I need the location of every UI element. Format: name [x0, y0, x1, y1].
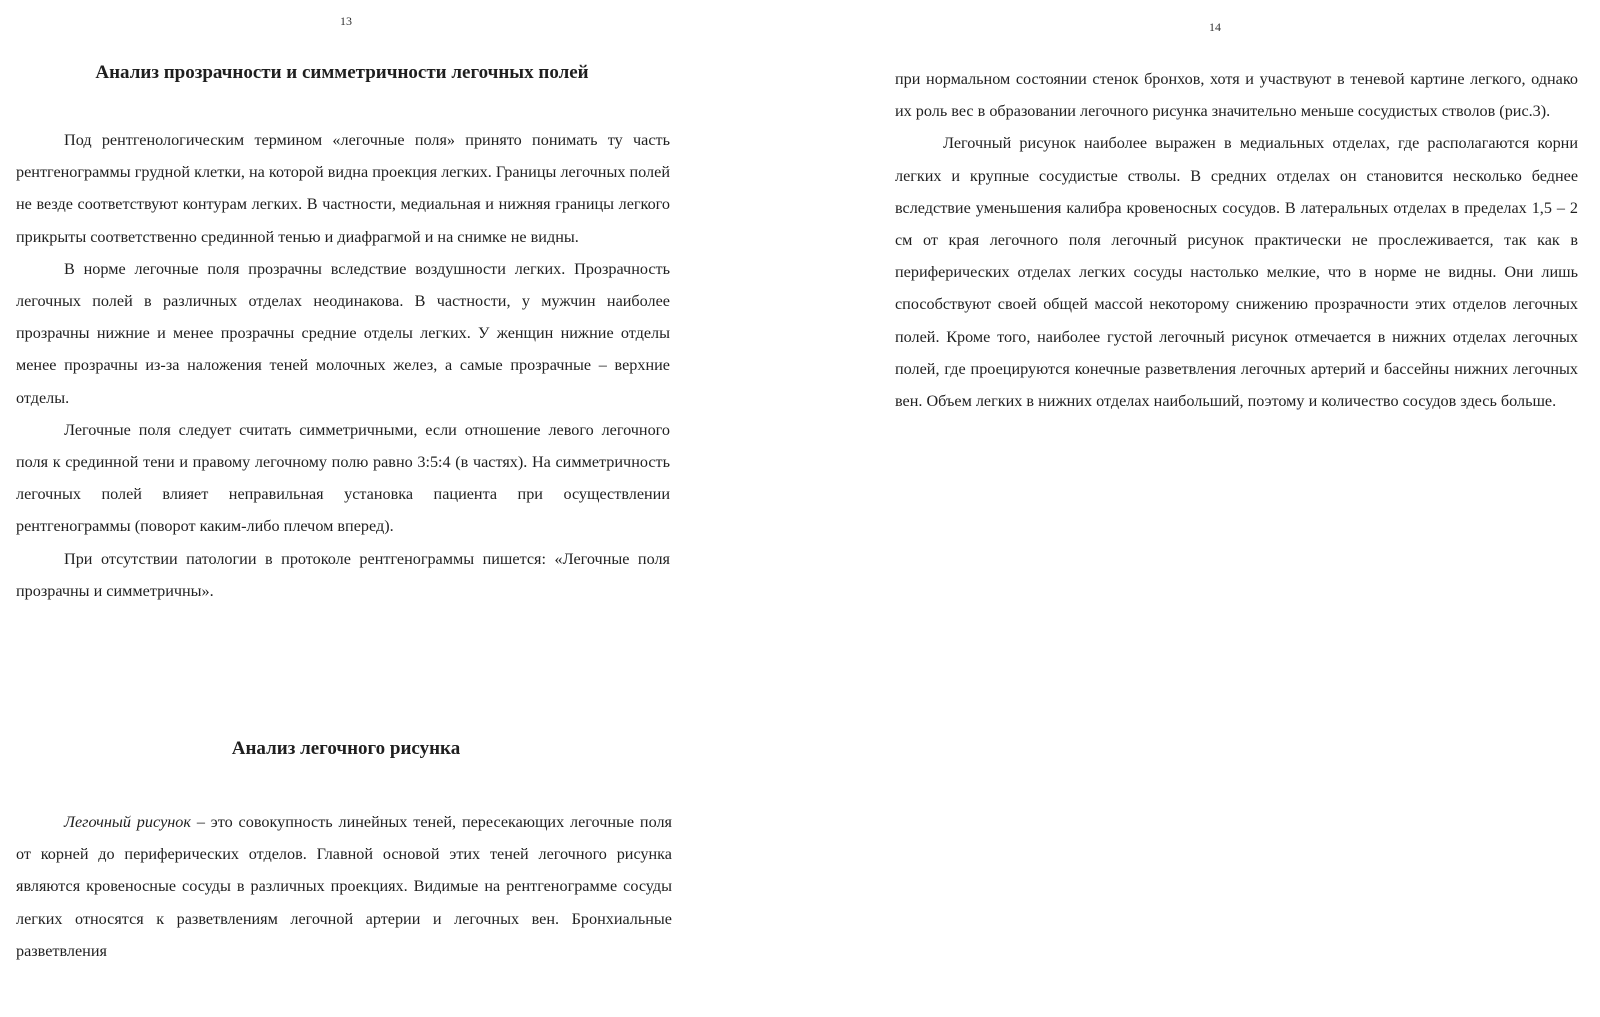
paragraph: Легочные поля следует считать симметричными, если отношение левого легочного поля к срединной тени и правому легочному полю равно 3:5:4 (в частях). На симметричность легочных полей влияет неправильная установка пациента при осуществлении рентгенограммы (поворот каким-либо плечом вперед).	[16, 420, 670, 536]
section-heading-transparency: Анализ прозрачности и симметричности легочных полей	[95, 62, 589, 83]
paragraph-continued: при нормальном состоянии стенок бронхов, хотя и участвуют в теневой картине легкого, однако их роль вес в образовании легочного рисунка значительно меньше сосудистых стволов (рис.3).	[895, 70, 1578, 121]
page-number-right: 14	[1209, 20, 1221, 34]
section-body-transparency	[16, 124, 670, 607]
paragraph: Легочный рисунок наиболее выражен в медиальных отделах, где располагаются корни легких и крупные сосудистые стволы. В средних отделах он становится несколько беднее вследствие уменьшения калибра кровеносных сосудов. В латеральных отделах в пределах 1,5 – 2 см от края легочного поля легочный рисунок практически не прослеживается, так как в периферических отделах легких сосуды настолько мелкие, что в норме не видны. Они лишь способствуют своей общей массой некоторому снижению прозрачности этих отделов легочных полей. Кроме того, наиболее густой легочный рисунок отмечается в нижних отделах легочных полей, где проецируются конечные разветвления легочных артерий и бассейны нижних легочных вен. Объем легких в нижних отделах наибольший, поэтому и количество сосудов здесь больше.	[895, 134, 1578, 411]
definition-text: – это совокупность линейных теней, пересекающих легочные поля от корней до периферических отделов. Главной основой этих теней легочного рисунка являются кровеносные сосуды в различных проекциях. Видимые на рентгенограмме сосуды легких относятся к разветвлениям легочной артерии и легочных вен. Бронхиальные разветвления	[16, 813, 672, 960]
paragraph: В норме легочные поля прозрачны вследствие воздушности легких. Прозрачность легочных полей в различных отделах неодинакова. В частности, у мужчин наиболее прозрачны нижние и менее прозрачны средние отделы легких. У женщин нижние отделы менее прозрачны из-за наложения теней молочных желез, а самые прозрачные – верхние отделы.	[16, 259, 670, 407]
paragraph: Под рентгенологическим термином «легочные поля» принято понимать ту часть рентгенограммы грудной клетки, на которой видна проекция легких. Границы легочных полей не везде соответствуют контурам легких. В частности, медиальная и нижняя границы легкого прикрыты соответственно срединной тенью и диафрагмой и на снимке не видны.	[16, 131, 670, 246]
page-number-left: 13	[340, 14, 352, 28]
paragraph	[16, 806, 672, 967]
right-page	[800, 0, 1600, 1017]
defined-term: Легочный рисунок	[64, 813, 191, 831]
section-heading-lung-pattern: Анализ легочного рисунка	[231, 738, 461, 759]
right-page-body	[895, 63, 1578, 417]
section-body-lung-pattern	[16, 806, 672, 967]
paragraph: При отсутствии патологии в протоколе рентгенограммы пишется: «Легочные поля прозрачны и симметричны».	[16, 549, 670, 600]
